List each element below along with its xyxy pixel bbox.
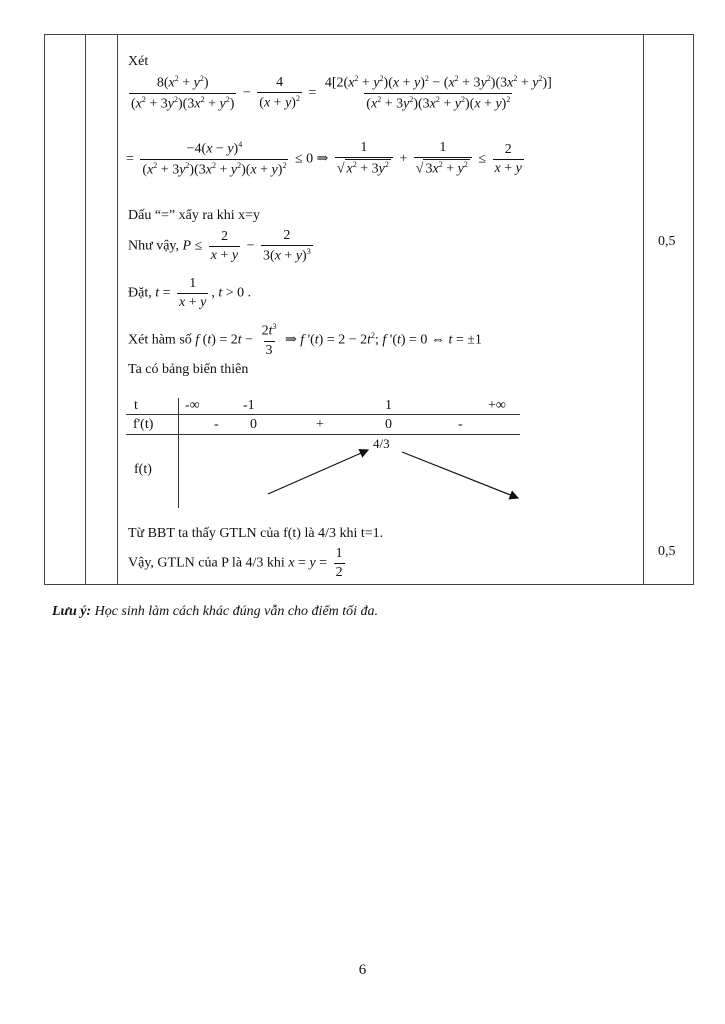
bbt-t-value: -1 [243, 398, 255, 413]
vay-label: Vậy, GTLN của P là 4/3 khi [128, 555, 285, 571]
page-number: 6 [358, 962, 367, 978]
bbt-fp-value: 0 [385, 417, 392, 432]
bbt-fp-value: + [316, 417, 324, 432]
note-label: Lưu ý: [52, 604, 92, 619]
table-intro: Ta có bảng biến thiên [128, 362, 249, 377]
xet-label: Xét [128, 54, 149, 69]
note-text: Học sinh làm cách khác đúng vẫn cho điểm tối đa. [91, 604, 379, 619]
substitution-line: Đặt, t = $\frac{1}{x + y}$ , t > 0 . [128, 276, 252, 310]
bbt-t-value: +∞ [488, 398, 506, 413]
nhu-vay-label: Như vậy, [128, 238, 180, 254]
conclusion-1: Từ BBT ta thấy GTLN của f(t) là 4/3 khi t=1. [128, 526, 384, 541]
score-2: 0,5 [658, 544, 676, 559]
bbt-fp-value: - [214, 417, 219, 432]
dat-label: Đặt, [128, 285, 152, 301]
conclusion-2: Vậy, GTLN của P là 4/3 khi x = y = $\frac{1}{2}$ [128, 546, 343, 580]
score-1: 0,5 [658, 234, 676, 249]
equality-condition: Dấu “=” xẩy ra khi x=y [128, 208, 261, 223]
bbt-f-max: 4/3 [373, 436, 390, 451]
formula-2: = $\frac{-4(x - y)^4}{(x^2 + 3y^2)(3x^2 + y^2)(x + y)^2}$ ≤ 0 ⇒ $\frac{1}{√ x^2 + 3y^2}$ + $\frac{1}{√ 3x^2 + y^2}$ ≤ $\frac{2}{x + y}$ [126, 140, 522, 178]
bbt-fp-value: 0 [250, 417, 257, 432]
bbt-fp-value: - [458, 417, 463, 432]
bbt-t-label: t [134, 398, 138, 413]
bbt-t-value: 1 [385, 398, 392, 413]
note [52, 604, 378, 620]
bbt-arrow-increasing [268, 450, 368, 494]
bound-line: Như vậy, P ≤ $\frac{2}{x + y}$ − $\frac{2}{3(x + y)^3}$ [128, 228, 311, 264]
formula-1: $\frac{8(x^2 + y^2)}{(x^2 + 3y^2)(3x^2 + y^2)}$ − $\frac{4}{(x + y)^2}$ = $\frac{4[2(x^2 + y^2)(x + y)^2 - (x^2 + 3y^2)(3x^2 + y^2)]}{(x^2 + 3y^2)(3x^2 + y^2)(x + y)^2}$ [131, 74, 552, 112]
bbt-fp-label: f'(t) [133, 417, 154, 432]
function-line: Xét hàm số f (t) = 2t − $\frac{2t^3}{3}$ ⇒ f '$(t) = 2 - 2t^2$; f '(t) = 0 ⇔ t = ±1 [128, 322, 482, 358]
bbt-f-label: f(t) [134, 462, 152, 477]
bbt-t-value: -∞ [185, 398, 200, 413]
xet-ham-label: Xét hàm số [128, 332, 192, 348]
bbt-arrow-decreasing [402, 452, 518, 498]
